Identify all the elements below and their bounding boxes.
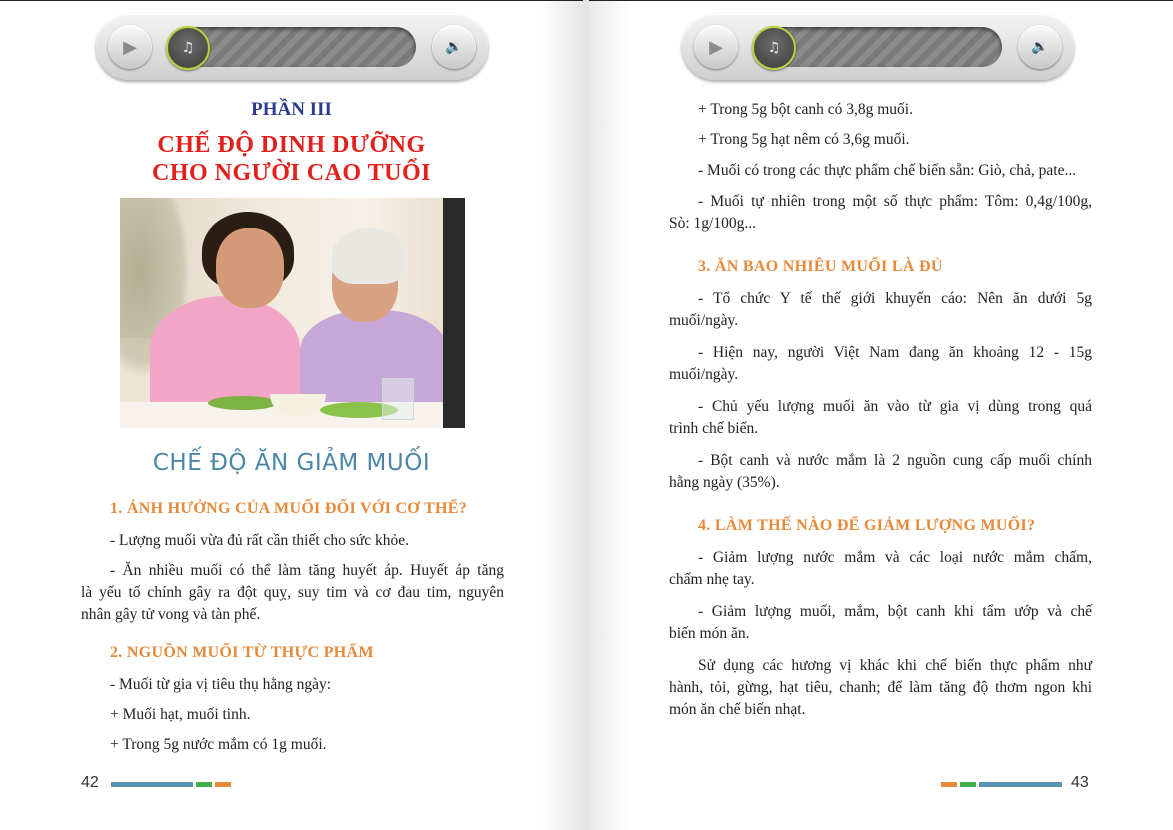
elderly-couple-photo (120, 198, 465, 428)
spine-shadow (540, 0, 583, 830)
chapter-title-line2: CHO NGƯỜI CAO TUỔI (151, 160, 432, 186)
paragraph-3: - Muối có trong các thực phẩm chế biến sẵn: Giò, chả, pate... (698, 162, 1077, 179)
left-page (0, 0, 583, 830)
page-number: 42 (81, 774, 99, 791)
paragraph-2-line: - Ăn nhiều muối có thể làm tăng huyết áp. Huyết áp tăng (110, 562, 504, 579)
paragraph-11 (669, 655, 1092, 721)
paragraph-7-line: trình chế biến. (669, 420, 759, 437)
paragraph-10-line: biến món ăn. (669, 625, 750, 642)
footer-bar-green (196, 782, 212, 787)
paragraph-5-line: muối/ngày. (669, 312, 739, 329)
paragraph-4-line: Sò: 1g/100g... (669, 215, 756, 232)
part-label: PHẦN III (251, 99, 332, 120)
paragraph-2 (81, 560, 504, 626)
chapter-title-line1: CHẾ ĐỘ DINH DƯỠNG (157, 132, 426, 158)
paragraph-8-line: hằng ngày (35%). (669, 474, 780, 491)
paragraph-5-line: - Tổ chức Y tế thế giới khuyến cáo: Nên ăn dưới 5g (698, 290, 1092, 307)
paragraph-5: + Trong 5g nước mắm có 1g muối. (110, 736, 327, 753)
paragraph-10 (669, 601, 1092, 645)
paragraph-11-line: hành, tỏi, gừng, hạt tiêu, chanh; để làm tăng độ thơm ngon khi (669, 679, 1092, 696)
top-border (0, 0, 583, 1)
paragraph-4 (669, 191, 1092, 235)
paragraph-8-line: - Bột canh và nước mắm là 2 nguồn cung cấp muối chính (698, 452, 1092, 469)
paragraph-3: - Muối từ gia vị tiêu thụ hằng ngày: (110, 676, 332, 693)
paragraph-10-line: - Giảm lượng muối, mắm, bột canh khi tẩm ướp và chế (698, 603, 1092, 620)
section-title: CHẾ ĐỘ ĂN GIẢM MUỐI (152, 450, 431, 476)
play-icon[interactable]: ▶ (694, 25, 738, 69)
paragraph-1: - Lượng muối vừa đủ rất cần thiết cho sức khỏe. (110, 532, 409, 549)
audio-seek-track[interactable] (754, 27, 1002, 67)
top-border (589, 0, 1173, 1)
paragraph-4-line: - Muối tự nhiên trong một số thực phẩm: Tôm: 0,4g/100g, (698, 193, 1092, 210)
paragraph-6-line: - Hiện nay, người Việt Nam đang ăn khoảng 12 - 15g (698, 344, 1092, 361)
paragraph-5 (669, 288, 1092, 332)
footer-bar-orange (215, 782, 231, 787)
paragraph-9-line: - Giảm lượng nước mắm và các loại nước mắm chấm, (698, 549, 1092, 566)
paragraph-9-line: chấm nhẹ tay. (669, 571, 755, 588)
paragraph-11-line: Sử dụng các hương vị khác khi chế biến thực phẩm như (698, 657, 1092, 674)
music-note-icon[interactable]: ♫ (166, 26, 210, 70)
paragraph-2: + Trong 5g hạt nêm có 3,6g muối. (698, 131, 910, 148)
footer-bar-blue (111, 782, 193, 787)
footer-bar-green (960, 782, 976, 787)
play-icon[interactable]: ▶ (108, 25, 152, 69)
heading-3: 3. ĂN BAO NHIÊU MUỐI LÀ ĐỦ (698, 258, 943, 275)
paragraph-1: + Trong 5g bột canh có 3,8g muối. (698, 101, 913, 118)
paragraph-7 (669, 396, 1092, 440)
chapter-title (0, 131, 583, 187)
page-number: 43 (1071, 774, 1089, 791)
volume-icon[interactable]: 🔉 (432, 25, 476, 69)
heading-1: 1. ẢNH HƯỞNG CỦA MUỐI ĐỐI VỚI CƠ THỂ? (110, 500, 468, 517)
paragraph-2-line: nhân gây tử vong và tàn phế. (81, 606, 261, 623)
paragraph-4: + Muối hạt, muối tinh. (110, 706, 251, 723)
volume-icon[interactable]: 🔉 (1018, 25, 1062, 69)
audio-seek-track[interactable] (168, 27, 416, 67)
audio-player-right (682, 14, 1074, 80)
paragraph-8 (669, 450, 1092, 494)
paragraph-6 (669, 342, 1092, 386)
heading-4: 4. LÀM THẾ NÀO ĐỂ GIẢM LƯỢNG MUỐI? (698, 517, 1036, 534)
footer-bar-blue (979, 782, 1062, 787)
music-note-icon[interactable]: ♫ (752, 26, 796, 70)
footer-bar-orange (941, 782, 957, 787)
spine-shadow-right (589, 0, 629, 830)
paragraph-11-line: món ăn chế biến nhạt. (669, 701, 806, 718)
paragraph-6-line: muối/ngày. (669, 366, 739, 383)
paragraph-9 (669, 547, 1092, 591)
paragraph-2-line: là yếu tố chính gây ra đột quỵ, suy tim và cơ đau tim, nguyên (81, 584, 504, 601)
right-page (589, 0, 1173, 830)
heading-2: 2. NGUỒN MUỐI TỪ THỰC PHẨM (110, 644, 374, 661)
paragraph-7-line: - Chủ yếu lượng muối ăn vào từ gia vị dùng trong quá (698, 398, 1092, 415)
audio-player-left (96, 14, 488, 80)
